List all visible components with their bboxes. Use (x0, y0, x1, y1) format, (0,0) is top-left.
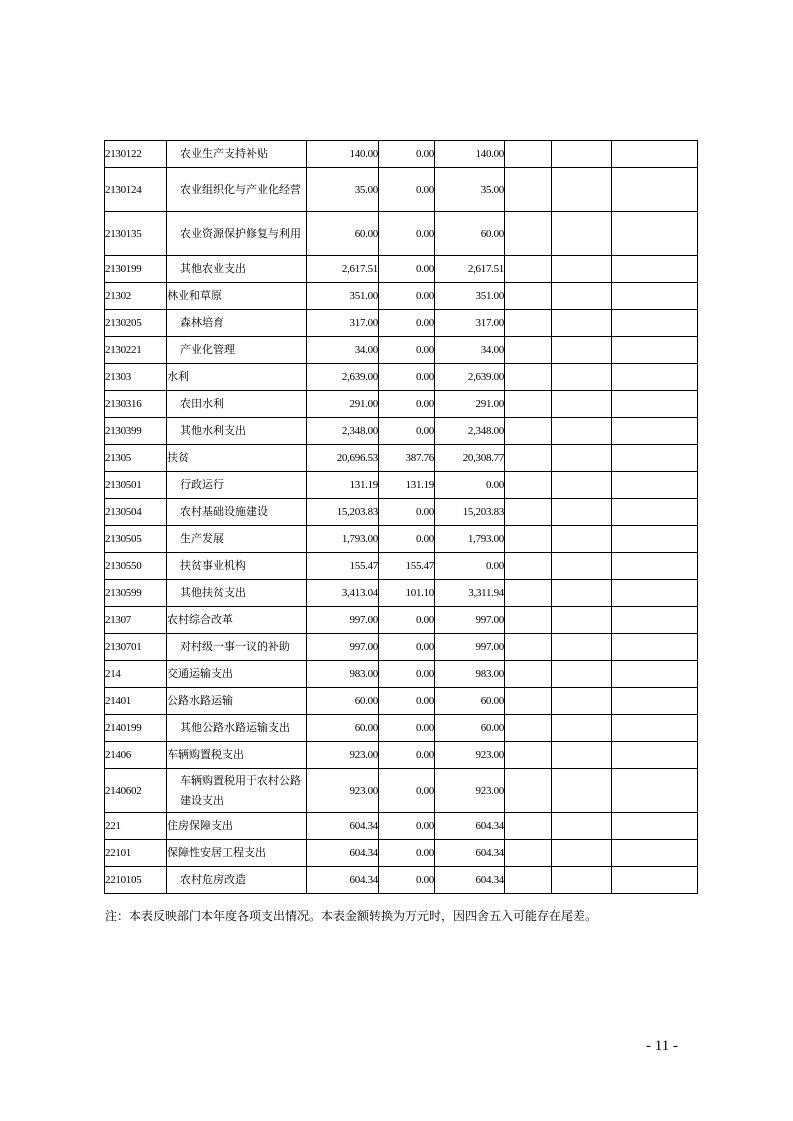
row-code: 21401 (105, 688, 167, 715)
empty-cell (612, 769, 698, 813)
page-number: - 11 - (646, 1038, 678, 1054)
empty-cell (505, 364, 552, 391)
table-row (105, 168, 698, 212)
empty-cell (505, 769, 552, 813)
empty-cell (505, 813, 552, 840)
table-row (105, 742, 698, 769)
row-basic: 101.10 (379, 580, 435, 607)
empty-cell (612, 742, 698, 769)
empty-cell (505, 212, 552, 256)
table-row (105, 688, 698, 715)
empty-cell (505, 141, 552, 168)
row-name: 行政运行 (167, 472, 307, 499)
empty-cell (505, 607, 552, 634)
row-basic: 0.00 (379, 141, 435, 168)
row-basic: 0.00 (379, 364, 435, 391)
empty-cell (505, 337, 552, 364)
row-code: 214 (105, 661, 167, 688)
row-total: 604.34 (307, 840, 379, 867)
row-code: 21302 (105, 283, 167, 310)
row-code: 2130399 (105, 418, 167, 445)
row-project: 2,348.00 (435, 418, 505, 445)
row-basic: 0.00 (379, 283, 435, 310)
empty-cell (505, 283, 552, 310)
row-basic: 0.00 (379, 212, 435, 256)
row-project: 0.00 (435, 472, 505, 499)
row-basic: 0.00 (379, 715, 435, 742)
row-basic: 0.00 (379, 742, 435, 769)
row-total: 35.00 (307, 168, 379, 212)
row-name: 林业和草原 (167, 283, 307, 310)
row-code: 2140602 (105, 769, 167, 813)
row-project: 604.34 (435, 813, 505, 840)
empty-cell (552, 742, 612, 769)
row-basic: 131.19 (379, 472, 435, 499)
row-code: 2130199 (105, 256, 167, 283)
row-basic: 0.00 (379, 499, 435, 526)
row-total: 923.00 (307, 742, 379, 769)
row-total: 20,696.53 (307, 445, 379, 472)
empty-cell (505, 472, 552, 499)
row-basic: 0.00 (379, 634, 435, 661)
empty-cell (612, 141, 698, 168)
row-name: 农业生产支持补贴 (167, 141, 307, 168)
empty-cell (552, 256, 612, 283)
row-code: 21406 (105, 742, 167, 769)
empty-cell (612, 715, 698, 742)
empty-cell (552, 364, 612, 391)
table-row (105, 634, 698, 661)
empty-cell (612, 607, 698, 634)
row-total: 604.34 (307, 813, 379, 840)
row-total: 140.00 (307, 141, 379, 168)
row-name: 水利 (167, 364, 307, 391)
empty-cell (505, 310, 552, 337)
row-code: 2130505 (105, 526, 167, 553)
empty-cell (505, 553, 552, 580)
row-code: 2130501 (105, 472, 167, 499)
table-row (105, 418, 698, 445)
row-total: 1,793.00 (307, 526, 379, 553)
row-project: 20,308.77 (435, 445, 505, 472)
row-name: 农村危房改造 (167, 867, 307, 894)
row-name: 其他公路水路运输支出 (167, 715, 307, 742)
row-name: 农村基础设施建设 (167, 499, 307, 526)
empty-cell (552, 337, 612, 364)
empty-cell (505, 418, 552, 445)
row-code: 2210105 (105, 867, 167, 894)
row-project: 291.00 (435, 391, 505, 418)
row-basic: 0.00 (379, 337, 435, 364)
row-total: 2,348.00 (307, 418, 379, 445)
empty-cell (612, 867, 698, 894)
row-basic: 0.00 (379, 769, 435, 813)
empty-cell (612, 418, 698, 445)
empty-cell (505, 445, 552, 472)
row-code: 2130701 (105, 634, 167, 661)
empty-cell (505, 256, 552, 283)
empty-cell (552, 715, 612, 742)
row-total: 351.00 (307, 283, 379, 310)
row-code: 2130124 (105, 168, 167, 212)
empty-cell (612, 337, 698, 364)
row-basic: 0.00 (379, 688, 435, 715)
row-basic: 387.76 (379, 445, 435, 472)
empty-cell (552, 499, 612, 526)
row-project: 1,793.00 (435, 526, 505, 553)
table-row (105, 499, 698, 526)
row-total: 923.00 (307, 769, 379, 813)
table-row (105, 445, 698, 472)
empty-cell (552, 634, 612, 661)
row-basic: 0.00 (379, 661, 435, 688)
row-basic: 0.00 (379, 867, 435, 894)
row-basic: 0.00 (379, 391, 435, 418)
row-total: 604.34 (307, 867, 379, 894)
row-basic: 0.00 (379, 168, 435, 212)
row-code: 2130550 (105, 553, 167, 580)
row-total: 3,413.04 (307, 580, 379, 607)
empty-cell (505, 391, 552, 418)
empty-cell (552, 418, 612, 445)
row-total: 155.47 (307, 553, 379, 580)
empty-cell (612, 840, 698, 867)
empty-cell (552, 168, 612, 212)
empty-cell (505, 499, 552, 526)
empty-cell (552, 813, 612, 840)
empty-cell (552, 212, 612, 256)
row-name: 车辆购置税支出 (167, 742, 307, 769)
empty-cell (612, 212, 698, 256)
row-name: 产业化管理 (167, 337, 307, 364)
row-project: 34.00 (435, 337, 505, 364)
row-total: 291.00 (307, 391, 379, 418)
empty-cell (612, 499, 698, 526)
row-project: 60.00 (435, 688, 505, 715)
table-row (105, 526, 698, 553)
row-project: 604.34 (435, 867, 505, 894)
row-project: 2,639.00 (435, 364, 505, 391)
empty-cell (552, 141, 612, 168)
row-name: 住房保障支出 (167, 813, 307, 840)
row-total: 997.00 (307, 634, 379, 661)
row-basic: 0.00 (379, 310, 435, 337)
empty-cell (612, 445, 698, 472)
table-row (105, 715, 698, 742)
table-row (105, 391, 698, 418)
table-row (105, 141, 698, 168)
row-project: 60.00 (435, 715, 505, 742)
empty-cell (612, 813, 698, 840)
table-row (105, 472, 698, 499)
table-note: 注：本表反映部门本年度各项支出情况。本表金额转换为万元时，因四舍五入可能存在尾差。 (105, 909, 598, 923)
empty-cell (612, 580, 698, 607)
row-name: 扶贫 (167, 445, 307, 472)
row-name: 其他农业支出 (167, 256, 307, 283)
empty-cell (612, 688, 698, 715)
row-name: 交通运输支出 (167, 661, 307, 688)
table-row (105, 813, 698, 840)
row-code: 2140199 (105, 715, 167, 742)
row-code: 2130316 (105, 391, 167, 418)
empty-cell (612, 526, 698, 553)
row-code: 21305 (105, 445, 167, 472)
table-row (105, 337, 698, 364)
table-row (105, 256, 698, 283)
empty-cell (612, 310, 698, 337)
table-row (105, 212, 698, 256)
row-basic: 155.47 (379, 553, 435, 580)
row-project: 140.00 (435, 141, 505, 168)
row-project: 923.00 (435, 769, 505, 813)
row-name: 车辆购置税用于农村公路建设支出 (167, 769, 307, 813)
table-row (105, 364, 698, 391)
table-row (105, 769, 698, 813)
empty-cell (612, 283, 698, 310)
expenditure-table (104, 140, 698, 894)
row-code: 2130504 (105, 499, 167, 526)
table-row (105, 607, 698, 634)
row-basic: 0.00 (379, 256, 435, 283)
row-project: 15,203.83 (435, 499, 505, 526)
row-code: 2130221 (105, 337, 167, 364)
row-project: 923.00 (435, 742, 505, 769)
empty-cell (552, 283, 612, 310)
row-basic: 0.00 (379, 813, 435, 840)
row-project: 351.00 (435, 283, 505, 310)
row-code: 21307 (105, 607, 167, 634)
empty-cell (552, 310, 612, 337)
row-code: 22101 (105, 840, 167, 867)
row-project: 2,617.51 (435, 256, 505, 283)
empty-cell (505, 634, 552, 661)
table-row (105, 867, 698, 894)
table-body (105, 141, 698, 894)
row-total: 997.00 (307, 607, 379, 634)
table-row (105, 661, 698, 688)
row-total: 60.00 (307, 688, 379, 715)
row-total: 15,203.83 (307, 499, 379, 526)
table-row (105, 310, 698, 337)
empty-cell (552, 472, 612, 499)
row-project: 983.00 (435, 661, 505, 688)
table-row (105, 840, 698, 867)
row-basic: 0.00 (379, 607, 435, 634)
row-total: 983.00 (307, 661, 379, 688)
row-name: 森林培育 (167, 310, 307, 337)
empty-cell (552, 840, 612, 867)
row-project: 0.00 (435, 553, 505, 580)
empty-cell (612, 661, 698, 688)
row-name: 对村级一事一议的补助 (167, 634, 307, 661)
empty-cell (552, 526, 612, 553)
empty-cell (552, 661, 612, 688)
row-name: 农业资源保护修复与利用 (167, 212, 307, 256)
row-project: 60.00 (435, 212, 505, 256)
empty-cell (505, 742, 552, 769)
empty-cell (612, 168, 698, 212)
empty-cell (552, 769, 612, 813)
row-basic: 0.00 (379, 418, 435, 445)
empty-cell (552, 553, 612, 580)
empty-cell (552, 580, 612, 607)
empty-cell (552, 688, 612, 715)
empty-cell (552, 867, 612, 894)
empty-cell (505, 867, 552, 894)
row-code: 221 (105, 813, 167, 840)
empty-cell (505, 661, 552, 688)
row-name: 公路水路运输 (167, 688, 307, 715)
empty-cell (505, 580, 552, 607)
empty-cell (552, 391, 612, 418)
row-name: 其他扶贫支出 (167, 580, 307, 607)
empty-cell (505, 840, 552, 867)
row-project: 604.34 (435, 840, 505, 867)
row-name: 保障性安居工程支出 (167, 840, 307, 867)
empty-cell (612, 472, 698, 499)
row-total: 131.19 (307, 472, 379, 499)
row-name: 农村综合改革 (167, 607, 307, 634)
row-basic: 0.00 (379, 526, 435, 553)
table-row (105, 553, 698, 580)
row-code: 2130599 (105, 580, 167, 607)
row-total: 60.00 (307, 715, 379, 742)
row-code: 2130135 (105, 212, 167, 256)
row-basic: 0.00 (379, 840, 435, 867)
empty-cell (612, 634, 698, 661)
table-row (105, 283, 698, 310)
empty-cell (505, 168, 552, 212)
empty-cell (612, 256, 698, 283)
empty-cell (505, 688, 552, 715)
row-project: 317.00 (435, 310, 505, 337)
row-project: 997.00 (435, 634, 505, 661)
empty-cell (612, 391, 698, 418)
row-project: 35.00 (435, 168, 505, 212)
row-total: 317.00 (307, 310, 379, 337)
table-row (105, 580, 698, 607)
row-code: 2130122 (105, 141, 167, 168)
empty-cell (505, 526, 552, 553)
empty-cell (612, 553, 698, 580)
row-name: 农业组织化与产业化经营 (167, 168, 307, 212)
row-name: 其他水利支出 (167, 418, 307, 445)
row-total: 34.00 (307, 337, 379, 364)
row-project: 997.00 (435, 607, 505, 634)
row-total: 2,617.51 (307, 256, 379, 283)
empty-cell (552, 445, 612, 472)
row-name: 扶贫事业机构 (167, 553, 307, 580)
empty-cell (612, 364, 698, 391)
row-name: 生产发展 (167, 526, 307, 553)
row-total: 2,639.00 (307, 364, 379, 391)
row-code: 21303 (105, 364, 167, 391)
row-total: 60.00 (307, 212, 379, 256)
row-name: 农田水利 (167, 391, 307, 418)
row-code: 2130205 (105, 310, 167, 337)
empty-cell (505, 715, 552, 742)
row-project: 3,311.94 (435, 580, 505, 607)
empty-cell (552, 607, 612, 634)
